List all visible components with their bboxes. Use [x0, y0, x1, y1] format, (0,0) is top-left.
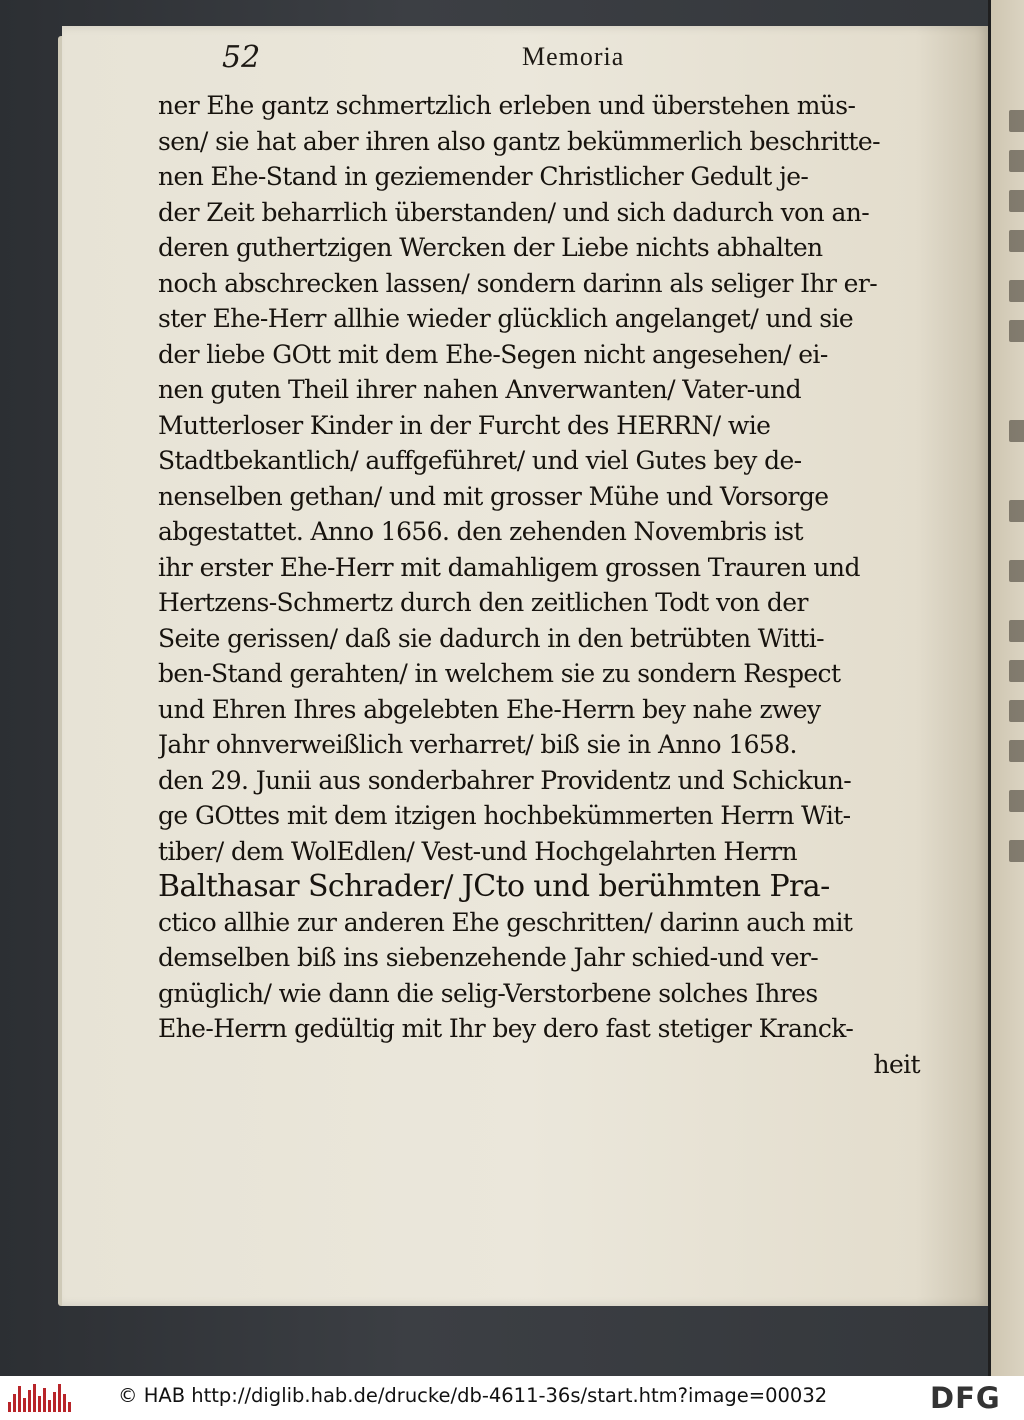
text-line: Jahr ohnverweißlich verharret/ biß sie in Anno 1658. — [158, 730, 797, 759]
text-line: gnüglich/ wie dann die selig-Verstorbene solches Ihres — [158, 978, 818, 1008]
dfg-logo: DFG — [930, 1381, 1001, 1415]
viewer-footer — [0, 1376, 1024, 1420]
text-line-name: Balthasar Schrader/ JCto und berühmten Pra- — [158, 869, 830, 904]
text-line: und Ehren Ihres abgelebten Ehe-Herrn bey nahe zwey — [158, 694, 821, 724]
copyright-url[interactable]: © HAB http://diglib.hab.de/drucke/db-4611-36s/start.htm?image=00032 — [118, 1384, 828, 1407]
next-page-edge — [988, 0, 1024, 1376]
text-line: Stadtbekantlich/ auffgeführet/ und viel Gutes bey de- — [158, 446, 802, 475]
running-head — [162, 36, 962, 76]
text-line: ctico allhie zur anderen Ehe geschritten/ darinn auch mit — [158, 907, 853, 937]
text-line: ben-Stand gerahten/ in welchem sie zu sondern Respect — [158, 659, 841, 688]
text-line: nen guten Theil ihrer nahen Anverwanten/ Vater-und — [158, 375, 801, 404]
text-line: Hertzens-Schmertz durch den zeitlichen Todt von der — [158, 588, 808, 617]
text-line: ge GOttes mit dem itzigen hochbekümmerten Herrn Wit- — [158, 801, 851, 830]
text-line: der Zeit beharrlich überstanden/ und sich dadurch von an- — [158, 197, 870, 227]
text-line: sen/ sie hat aber ihren also gantz bekümmerlich beschritte- — [158, 126, 880, 156]
text-line: nenselben gethan/ und mit grosser Mühe und Vorsorge — [158, 481, 829, 511]
text-line: tiber/ dem WolEdlen/ Vest-und Hochgelahrten Herrn — [158, 836, 797, 866]
text-line: demselben biß ins siebenzehende Jahr schied-und ver- — [158, 943, 819, 972]
page-number: 52 — [222, 40, 261, 75]
text-line: den 29. Junii aus sonderbahrer Providentz und Schickun- — [158, 765, 852, 795]
hab-logo-icon — [8, 1384, 108, 1412]
text-line: noch abschrecken lassen/ sondern darinn als seliger Ihr er- — [158, 268, 878, 298]
running-title: Memoria — [522, 42, 625, 71]
body-text — [158, 88, 928, 1082]
text-line: deren guthertzigen Wercken der Liebe nichts abhalten — [158, 233, 823, 262]
text-line: ihr erster Ehe-Herr mit damahligem grossen Trauren und — [158, 552, 860, 582]
text-line: Seite gerissen/ daß sie dadurch in den betrübten Witti- — [158, 623, 824, 653]
text-line: nen Ehe-Stand in geziemender Christlicher Gedult je- — [158, 162, 809, 191]
text-line: ner Ehe gantz schmertzlich erleben und überstehen müs- — [158, 91, 856, 120]
catchword: heit — [873, 1049, 920, 1079]
book-page — [62, 26, 990, 1306]
text-line: Mutterloser Kinder in der Furcht des HERRN/ wie — [158, 410, 771, 440]
text-line: der liebe GOtt mit dem Ehe-Segen nicht angesehen/ ei- — [158, 339, 828, 369]
text-line: ster Ehe-Herr allhie wieder glücklich angelanget/ und sie — [158, 304, 854, 333]
text-line: Ehe-Herrn gedültig mit Ihr bey dero fast stetiger Kranck- — [158, 1014, 854, 1043]
text-line: abgestattet. Anno 1656. den zehenden Novembris ist — [158, 517, 803, 546]
